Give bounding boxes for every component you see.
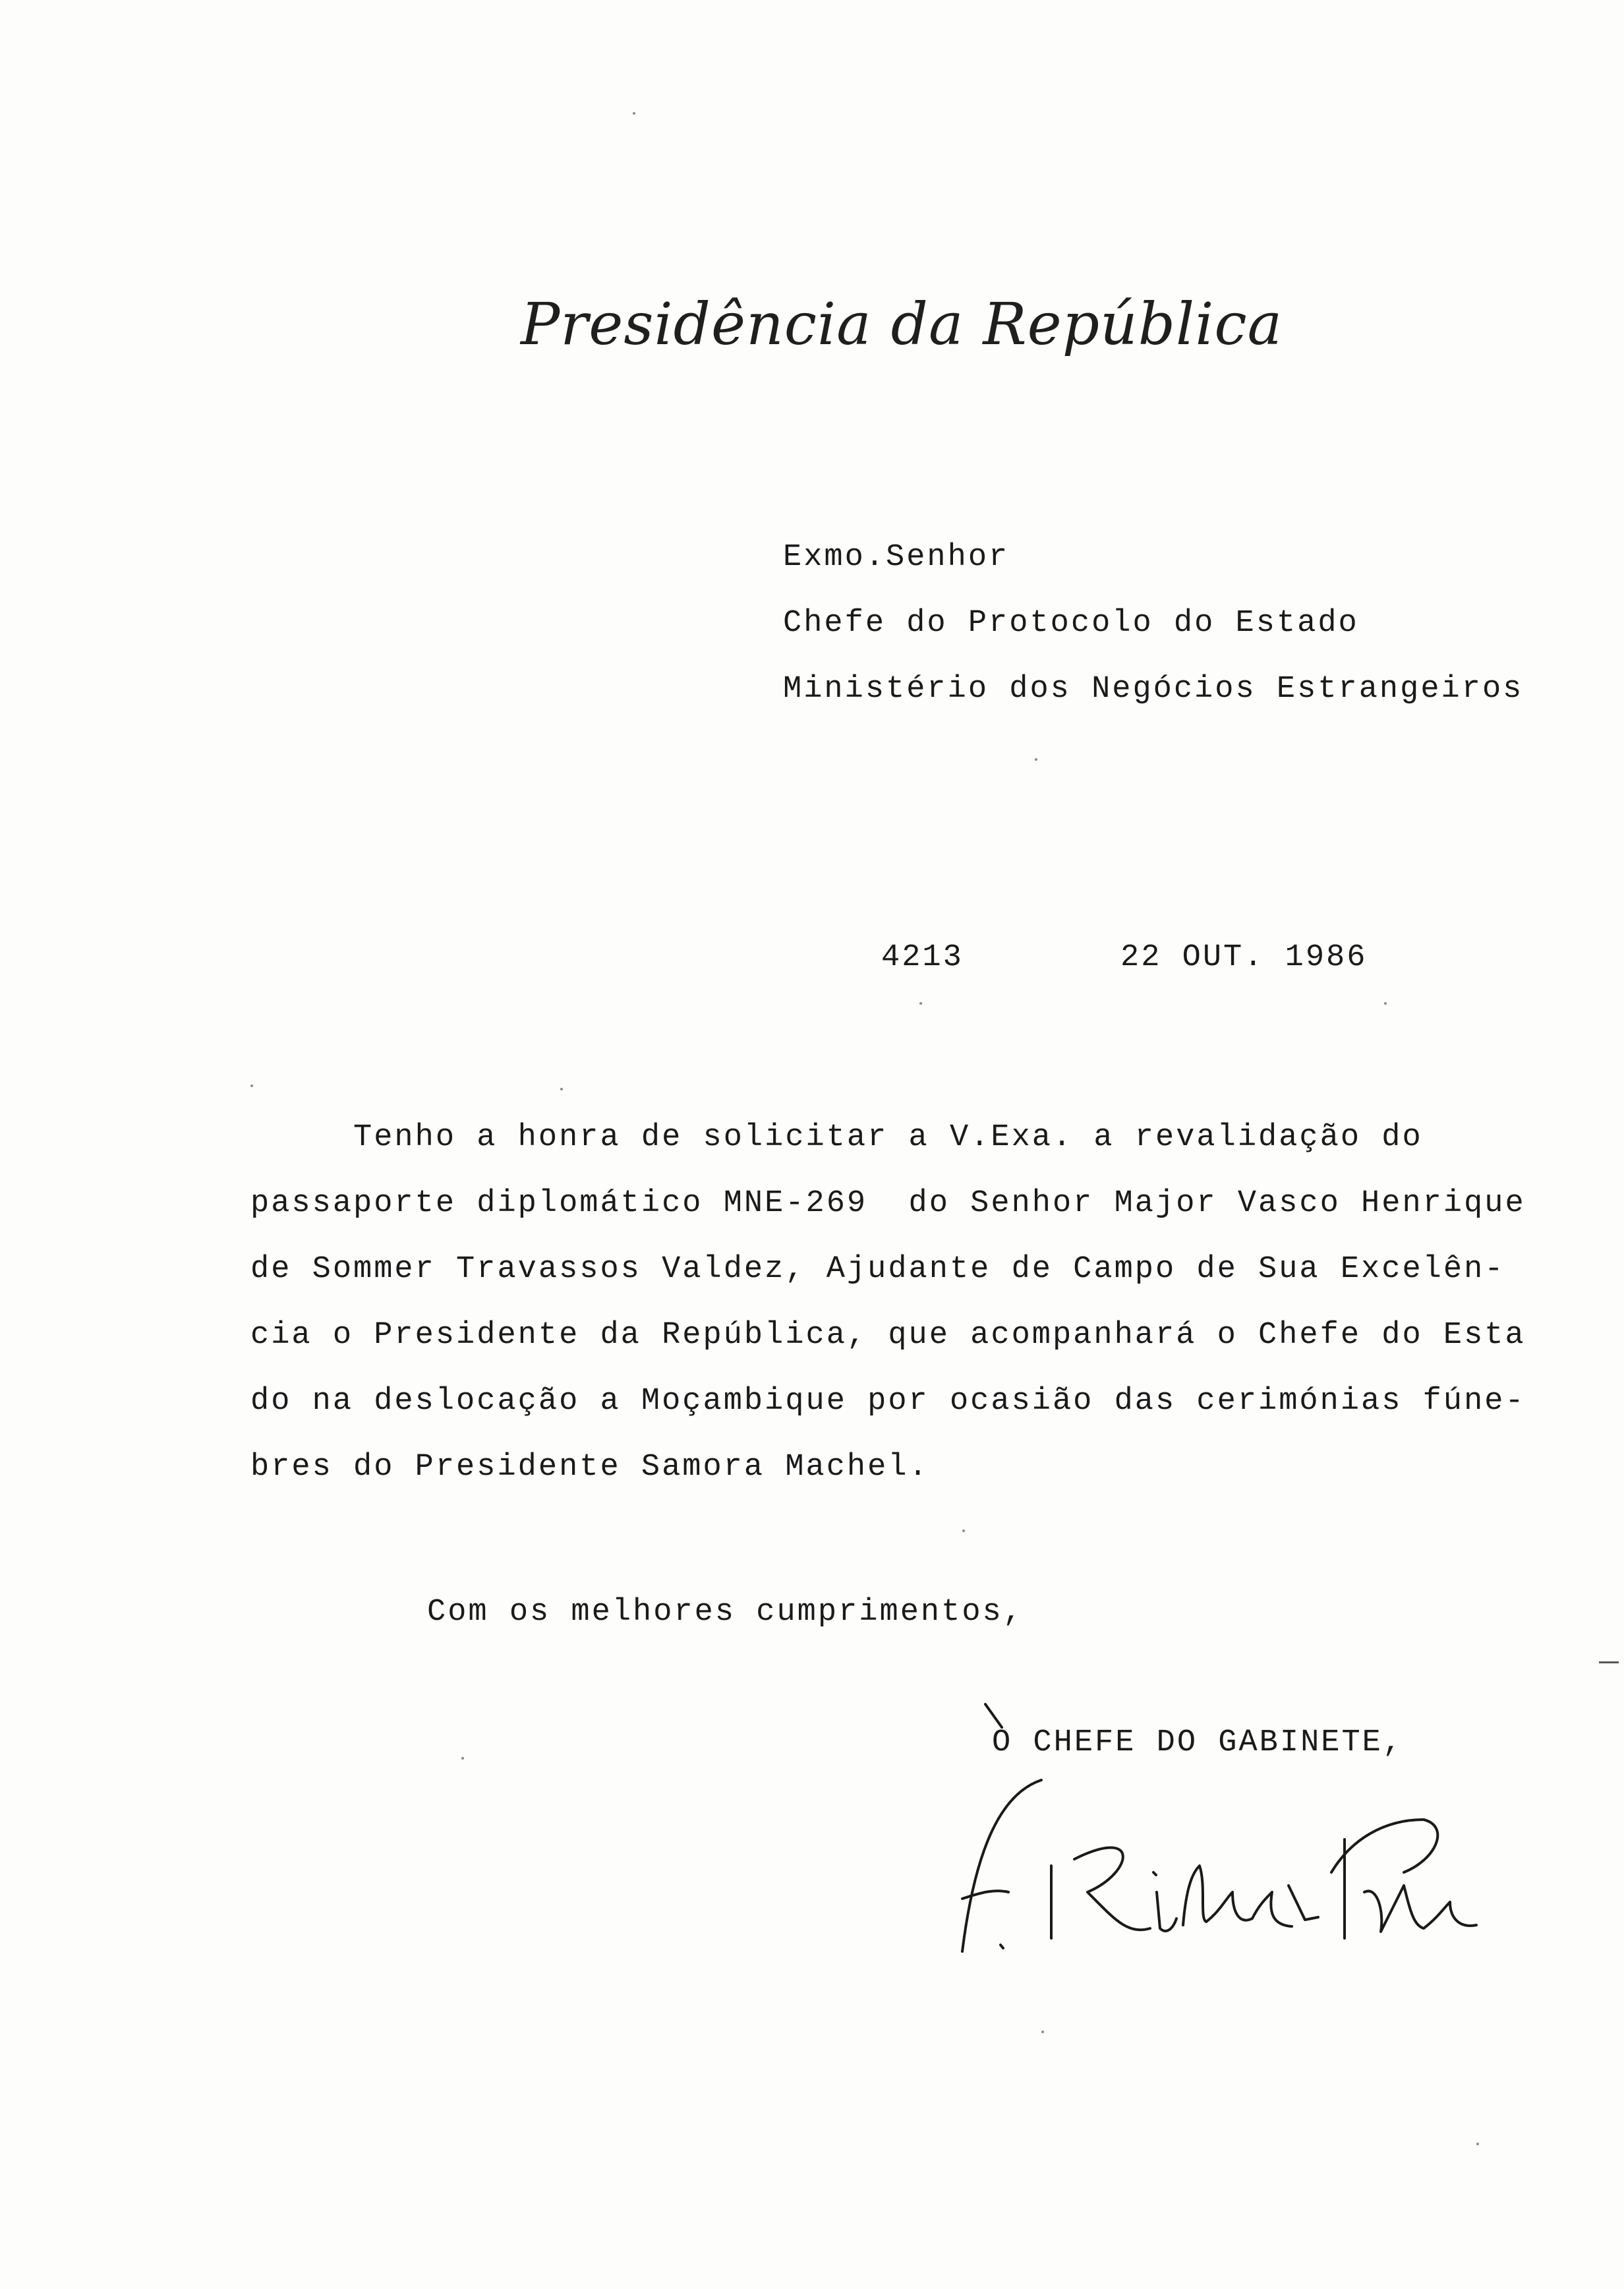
handwritten-signature [923, 1675, 1503, 1965]
body-line: cia o Presidente da República, que acompanhará o Chefe do Esta [250, 1318, 1526, 1353]
paper-speck [250, 1085, 253, 1087]
addressee-ministry: Ministério dos Negócios Estrangeiros [783, 672, 1524, 707]
body-line: do na deslocação a Moçambique por ocasião das cerimónias fúne- [250, 1384, 1526, 1419]
paper-speck [461, 1757, 464, 1760]
paper-speck [1476, 2143, 1479, 2145]
reference-number: 4213 [881, 940, 964, 975]
scan-edge-mark [1599, 1661, 1619, 1663]
paper-speck [633, 112, 635, 115]
paper-speck [560, 1088, 563, 1090]
reference-date: 22 OUT. 1986 [1120, 940, 1368, 975]
closing-remark: Com os melhores cumprimentos, [427, 1595, 1024, 1630]
signature-drawing [923, 1675, 1503, 1965]
body-line: Tenho a honra de solicitar a V.Exa. a revalidação do [250, 1120, 1423, 1155]
paper-speck [1035, 758, 1037, 761]
addressee-salutation: Exmo.Senhor [783, 540, 1010, 575]
paper-speck [1041, 2031, 1044, 2033]
letterhead-title: Presidência da República [521, 290, 1283, 358]
letter-body [250, 1120, 1526, 1518]
paper-speck [962, 1530, 965, 1532]
body-line: bres do Presidente Samora Machel. [250, 1450, 929, 1485]
paper-speck [919, 1002, 922, 1005]
signatory-role: O CHEFE DO GABINETE, [992, 1725, 1404, 1760]
body-line: de Sommer Travassos Valdez, Ajudante de Campo de Sua Excelên- [250, 1252, 1505, 1287]
body-line: passaporte diplomático MNE-269 do Senhor Major Vasco Henrique [250, 1186, 1526, 1221]
paper-speck [1384, 1002, 1387, 1005]
addressee-title: Chefe do Protocolo do Estado [783, 606, 1359, 641]
